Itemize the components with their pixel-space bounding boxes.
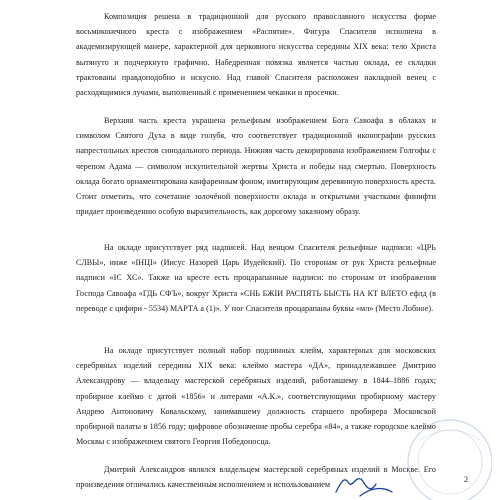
paragraph-hallmarks: На окладе присутствует полный набор подлинных клейм, характерных для московских серебряных изделий середины XIX века: клеймо мастера «ДА», принадлежавшее Дмитрию Александрову — владельцу мастерской серебряных изделий, работавшему в 1844–1886 годах; пробирное клеймо с датой «1856» и литерами «А.К.», соответствующими пробирному мастеру Андрею Антоновичу Ковальскому, занимавшему должность старшего пробирера Московской пробирной палаты в 1856 году; цифровое обозначение пробы серебра «84», а также городское клеймо Москвы с изображением святого Георгия Победоносца. (76, 346, 436, 447)
page-number: 2 (464, 475, 468, 484)
paragraph-inscriptions: На окладе присутствует ряд надписей. Над венцом Спасителя рельефные надписи: «ЦРЬ СЛВЫ», ниже «ІНЦІ» (Иисус Назорей Царь Иудейский). По сторонам от рук Христа рельефные надписи «IС ХС». Также на кресте есть процарапанные надписи: по сторонам от изображения Господа Савоафа «ГДЬ СФЪ», вокруг Христа «СНЬ БЖІИ РАСПЯТЬ БЫСТЬ НА КТ ВЛЕТО ефлд (в переводе с цифири - 5534) МАРТА а (1)». У ног Спасителя процарапаны буквы «мл» (Место Лобное). (76, 243, 436, 313)
paragraph-master: Дмитрий Александров являлся владельцем мастерской серебряных изделий в Москве. Его произведения отличались качественным исполнением и использованием (76, 465, 436, 490)
handwritten-signature (330, 466, 410, 500)
paragraph-composition: Композиция решена в традиционной для русского православного искусства форме восьмиконечного креста с изображением «Распятие». Фигура Спасителя исполнена в академизирующей манере, характерной для церковного искусства середины XIX века: тело Христа вытянуто и подчеркнуто графично. Набедренная повязка является частью оклада, ее складки трактованы правдоподобно и искусно. Над главой Спасителя расположен накладной венец с расходящимися лучами, выполненный с применением чеканки и просечки. (76, 12, 436, 98)
paragraph-upper-part: Верхняя часть креста украшена рельефным изображением Бога Савоафа в облаках и символом Святого Духа в виде голубя, что соответствует традиционной иконографии русских напрестольных крестов синодального периода. Нижняя часть декорирована изображением Голгофы с черепом Адама — символом искупительной жертвы Христа и победы над смертью. Поверхность оклада богато орнаментирована канфаренным фоном, имитирующим деревянную поверхность креста. Стоит отметить, что сочетание золочёной поверхности оклада и открытыми участками финифти придает произведению особую выразительность, как дорогому заказному образу. (76, 116, 436, 217)
